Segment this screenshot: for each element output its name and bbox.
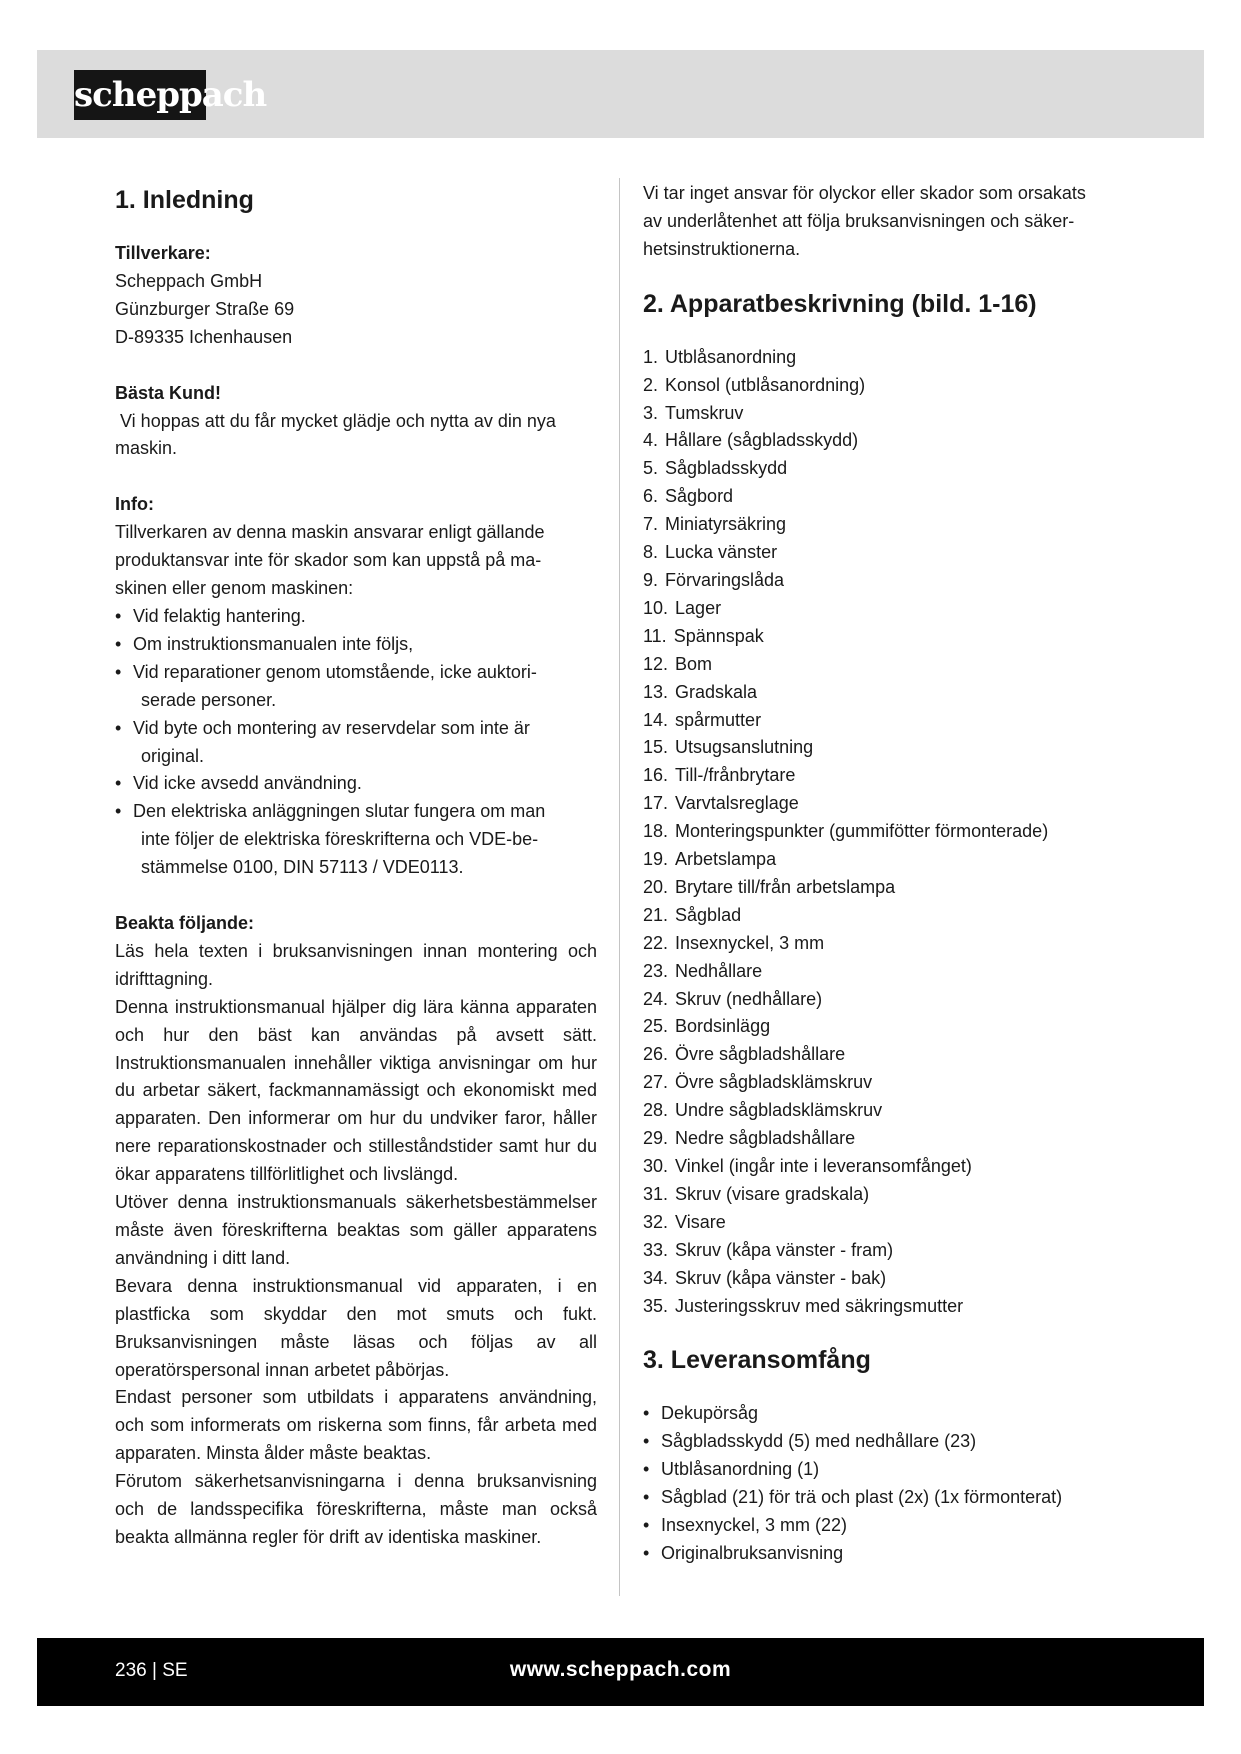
bullet-icon: • [643,1542,650,1563]
item-number: 8. [643,542,659,563]
info-intro-line: skinen eller genom maskinen: [115,578,354,599]
manufacturer-line: Günzburger Straße 69 [115,298,295,319]
column-divider [619,178,620,1596]
item-label: Tumskruv [665,402,744,423]
dear-customer-line: Vi hoppas att du får mycket glädje och nytta av din nya [115,410,556,431]
parts-list-item [643,372,1163,400]
item-number: 16. [643,765,669,786]
info-bullet-item [115,770,597,798]
parts-list-item [643,846,1163,874]
page-number: 236 [115,1660,147,1681]
item-number: 26. [643,1044,669,1065]
item-label: Lucka vänster [665,542,778,563]
item-label: Bom [675,653,713,674]
item-label: Förvaringslåda [665,569,785,590]
header-band [37,50,1204,138]
item-label: Visare [675,1211,726,1232]
parts-list-item [643,400,1163,428]
delivery-list-item [643,1400,1163,1428]
item-label: Sågblad [675,904,742,925]
item-label: Varvtalsreglage [675,793,799,814]
bullet-icon: • [115,633,122,654]
parts-list-item [643,1041,1163,1069]
item-number: 35. [643,1295,669,1316]
bullet-text: Vid byte och montering av reservdelar som inte är [133,717,530,738]
scheppach-logo: scheppach [74,70,206,120]
item-number: 30. [643,1156,669,1176]
item-number: 15. [643,737,669,758]
item-label: Skruv (kåpa vänster - bak) [675,1267,887,1288]
item-label: Nedre sågbladshållare [675,1128,856,1149]
bullet-icon: • [115,717,122,738]
parts-list [643,344,1163,1321]
note-paragraph: Läs hela texten i bruksanvisningen innan montering och idrifttagning. [115,940,597,989]
page-separator: | [151,1660,157,1681]
item-label: Arbetslampa [675,849,777,870]
item-number: 9. [643,569,659,590]
item-label: Skruv (kåpa vänster - fram) [675,1239,894,1260]
bullet-icon: • [115,773,122,794]
item-number: 5. [643,458,659,479]
section-heading-leveransomfang: 3. Leveransomfång [643,1346,871,1375]
item-number: 1. [643,346,659,367]
parts-list-item [643,427,1163,455]
manufacturer-label: Tillverkare: [115,243,211,263]
bullet-icon: • [643,1403,650,1424]
item-number: 29. [643,1128,669,1149]
parts-list-item [643,1209,1163,1237]
parts-list-item [643,651,1163,679]
delivery-list-item [643,1512,1163,1540]
item-number: 25. [643,1016,669,1037]
manufacturer-line: Scheppach GmbH [115,270,263,291]
liability-line: hetsinstruktionerna. [643,238,801,259]
bullet-icon: • [643,1487,650,1508]
delivery-item-text: Dekupörsåg [661,1403,759,1424]
info-label: Info: [115,494,154,515]
parts-list-item [643,1013,1163,1041]
parts-list-item [643,483,1163,511]
left-column [115,180,597,1552]
item-number: 11. [643,625,667,646]
parts-list-item [643,958,1163,986]
bullet-icon: • [643,1515,650,1536]
website-url: www.scheppach.com [509,1658,732,1681]
item-label: Skruv (visare gradskala) [675,1183,870,1204]
delivery-item-text: Sågblad (21) för trä och plast (2x) (1x förmonterat) [661,1487,1063,1508]
bullet-text-continued: serade personer. [141,689,277,710]
parts-list-item [643,734,1163,762]
parts-list-item [643,511,1163,539]
language-code: SE [162,1660,188,1681]
info-intro-line: produktansvar inte för skador som kan uppstå på ma- [115,550,542,571]
item-label: Utblåsanordning [665,346,797,367]
info-bullet-item [115,603,597,631]
parts-list-item [643,1237,1163,1265]
liability-line: Vi tar inget ansvar för olyckor eller skador som orsakats [643,183,1086,203]
item-number: 32. [643,1211,669,1232]
parts-list-item [643,874,1163,902]
note-paragraph: Utöver denna instruktionsmanuals säkerhetsbestämmelser måste även föreskrifterna beaktas som gäller apparatens användning i ditt land. [115,1192,597,1268]
item-label: Sågbladsskydd [665,458,788,479]
item-label: Brytare till/från arbetslampa [675,876,896,897]
item-label: Vinkel (ingår inte i leveransomfånget) [675,1156,972,1176]
parts-list-item [643,902,1163,930]
bullet-icon: • [643,1459,650,1480]
bullet-text: Vid felaktig hantering. [133,605,306,626]
item-label: spårmutter [675,709,762,730]
parts-list-item [643,539,1163,567]
bullet-text-continued: inte följer de elektriska föreskrifterna och VDE-be- [141,829,539,850]
item-number: 33. [643,1239,669,1260]
item-number: 31. [643,1183,669,1204]
section-heading-inledning: 1. Inledning [115,186,254,214]
parts-list-item [643,567,1163,595]
delivery-item-text: Sågbladsskydd (5) med nedhållare (23) [661,1431,977,1452]
delivery-item-text: Utblåsanordning (1) [661,1459,820,1480]
parts-list-item [643,1097,1163,1125]
parts-list-item [643,1265,1163,1293]
bullet-text: Vid reparationer genom utomstående, icke auktori- [133,661,537,682]
parts-list-item [643,986,1163,1014]
parts-list-item [643,707,1163,735]
bullet-icon: • [115,605,122,626]
item-number: 18. [643,821,669,842]
item-number: 13. [643,681,669,702]
item-label: Undre sågbladsklämskruv [675,1100,883,1121]
bullet-text-continued: stämmelse 0100, DIN 57113 / VDE0113. [141,857,464,878]
item-number: 4. [643,430,659,451]
item-label: Lager [675,597,722,618]
delivery-list-item [643,1456,1163,1484]
note-label: Beakta följande: [115,913,255,934]
delivery-list-item [643,1428,1163,1456]
item-number: 34. [643,1267,669,1288]
liability-line: av underlåtenhet att följa bruksanvisningen och säker- [643,210,1075,231]
item-label: Skruv (nedhållare) [675,988,823,1009]
bullet-text: Vid icke avsedd användning. [133,773,362,794]
note-paragraph: Denna instruktionsmanual hjälper dig lära känna apparaten och hur den bäst kan användas på avsett sätt. Instruktionsmanualen innehåller viktiga anvisningar om hur du arbetar säkert, fackmannamässigt och ekonomiskt med apparaten. Den informerar om hur du undviker faror, håller nere reparationskostnader och stilleståndstider samt hur du ökar apparatens tillförlitlighet och livslängd. [115,996,597,1185]
item-number: 10. [643,597,669,618]
manufacturer-line: D-89335 Ichenhausen [115,326,293,347]
item-label: Spännspak [673,625,764,646]
item-label: Gradskala [675,681,758,702]
parts-list-item [643,1125,1163,1153]
item-number: 22. [643,932,669,953]
item-number: 2. [643,374,659,395]
parts-list-item [643,344,1163,372]
info-intro-line: Tillverkaren av denna maskin ansvarar enligt gällande [115,522,545,543]
delivery-list-item [643,1484,1163,1512]
info-bullet-item [115,798,597,882]
item-number: 20. [643,876,669,897]
note-paragraph: Förutom säkerhetsanvisningarna i denna bruksanvisning och de landsspecifika föreskrifterna, måste man också beakta allmänna regler för drift av identiska maskiner. [115,1471,597,1547]
item-label: Sågbord [665,486,734,507]
delivery-list [643,1400,1163,1567]
item-label: Till-/frånbrytare [675,765,796,786]
dear-customer-label: Bästa Kund! [115,382,222,403]
item-number: 28. [643,1100,669,1121]
item-number: 7. [643,514,659,535]
item-label: Miniatyrsäkring [665,514,787,535]
item-label: Övre sågbladshållare [675,1044,846,1065]
item-number: 19. [643,849,669,870]
parts-list-item [643,1153,1163,1181]
item-number: 21. [643,904,669,925]
item-number: 14. [643,709,669,730]
item-number: 24. [643,988,669,1009]
footer-band [37,1638,1204,1706]
delivery-item-text: Insexnyckel, 3 mm (22) [661,1515,848,1536]
item-number: 17. [643,793,669,814]
parts-list-item [643,455,1163,483]
parts-list-item [643,762,1163,790]
delivery-list-item [643,1540,1163,1568]
bullet-text: Om instruktionsmanualen inte följs, [133,633,414,654]
item-label: Justeringsskruv med säkringsmutter [675,1295,964,1316]
parts-list-item [643,595,1163,623]
section-heading-apparatbeskrivning: 2. Apparatbeskrivning (bild. 1-16) [643,289,1037,318]
item-number: 23. [643,960,669,981]
parts-list-item [643,1181,1163,1209]
right-column [643,180,1163,1568]
item-number: 12. [643,653,669,674]
parts-list-item [643,790,1163,818]
item-label: Hållare (sågbladsskydd) [665,430,859,451]
info-bullet-item [115,715,597,771]
parts-list-item [643,930,1163,958]
item-number: 3. [643,402,659,423]
item-number: 27. [643,1072,669,1093]
bullet-icon: • [643,1431,650,1452]
parts-list-item [643,818,1163,846]
dear-customer-line: maskin. [115,438,178,459]
note-paragraph: Bevara denna instruktionsmanual vid apparaten, i en plastficka som skyddar den mot smuts och fukt. Bruksanvisningen måste läsas och följas av all operatörspersonal innan arbetet påbörjas. [115,1275,597,1380]
item-label: Insexnyckel, 3 mm [675,932,825,953]
item-label: Utsugsanslutning [675,737,814,758]
parts-list-item [643,623,1163,651]
bullet-icon: • [115,661,122,682]
bullet-text-continued: original. [141,745,205,766]
item-label: Konsol (utblåsanordning) [665,374,866,395]
parts-list-item [643,1069,1163,1097]
info-bullet-item [115,659,597,715]
delivery-item-text: Originalbruksanvisning [661,1542,844,1563]
item-label: Bordsinlägg [675,1016,771,1037]
item-number: 6. [643,486,659,507]
item-label: Monteringspunkter (gummifötter förmonterade) [675,821,1049,842]
parts-list-item [643,679,1163,707]
item-label: Nedhållare [675,960,763,981]
info-bullet-item [115,631,597,659]
parts-list-item [643,1293,1163,1321]
note-paragraph: Endast personer som utbildats i apparatens användning, och som informerats om riskerna som finns, får arbeta med apparaten. Minsta ålder måste beaktas. [115,1387,597,1464]
item-label: Övre sågbladsklämskruv [675,1072,873,1093]
bullet-text: Den elektriska anläggningen slutar fungera om man [133,801,546,822]
bullet-icon: • [115,801,122,822]
